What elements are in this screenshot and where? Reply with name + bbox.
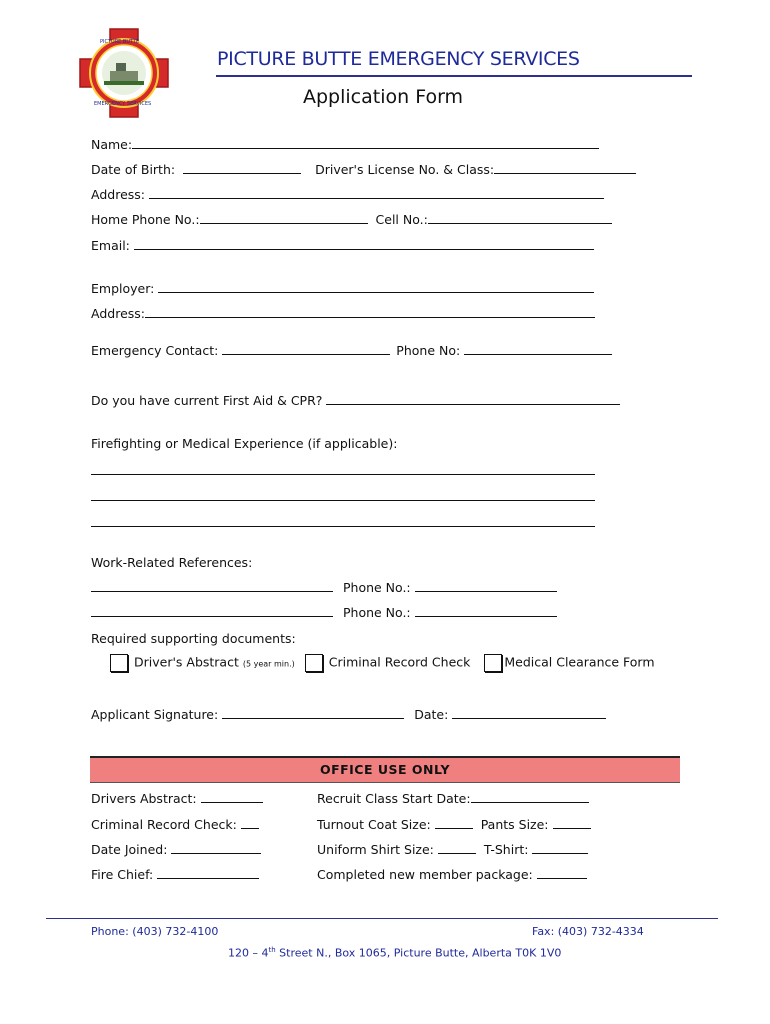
references-label: Work-Related References: — [91, 555, 253, 570]
address-label: Address: — [91, 187, 145, 202]
criminal-record-checkbox[interactable] — [305, 654, 323, 672]
experience-line-1[interactable] — [91, 474, 595, 475]
office-pants-size-label: Pants Size: — [480, 817, 549, 832]
date-input[interactable] — [452, 708, 606, 719]
cell-input[interactable] — [428, 213, 612, 224]
logo-text-top: PICTURE BUTTE — [100, 39, 140, 45]
office-member-package-input[interactable] — [537, 868, 587, 879]
emergency-phone-input[interactable] — [464, 344, 612, 355]
office-date-joined-input[interactable] — [171, 843, 261, 854]
reference-1-phone-label: Phone No.: — [342, 580, 411, 595]
office-uniform-row — [317, 842, 588, 857]
office-tshirt-input[interactable] — [532, 843, 588, 854]
office-use-bar — [90, 756, 680, 783]
office-member-package-label: Completed new member package: — [317, 867, 533, 882]
date-label: Date: — [414, 707, 449, 722]
logo — [78, 27, 170, 119]
office-drivers-abstract-label: Drivers Abstract: — [91, 791, 197, 806]
reference-row-1 — [91, 580, 557, 595]
home-phone-label: Home Phone No.: — [91, 212, 200, 227]
emergency-phone-label: Phone No: — [396, 343, 461, 358]
name-input[interactable] — [132, 138, 599, 149]
emergency-row — [91, 343, 612, 358]
office-uniform-shirt-input[interactable] — [438, 843, 476, 854]
form-title: Application Form — [303, 86, 464, 108]
email-row — [91, 238, 594, 253]
drivers-abstract-checkbox[interactable] — [110, 654, 128, 672]
email-label: Email: — [91, 238, 130, 253]
reference-row-2 — [91, 605, 557, 620]
email-input[interactable] — [134, 239, 594, 250]
drivers-abstract-label: Driver's Abstract — [134, 654, 239, 670]
office-recruit-class-input[interactable] — [471, 792, 589, 803]
footer-address-sup: th — [268, 946, 276, 954]
reference-2-phone-input[interactable] — [415, 606, 557, 617]
office-criminal-record-row — [91, 817, 259, 832]
org-title: PICTURE BUTTE EMERGENCY SERVICES — [217, 48, 580, 70]
employer-address-label: Address: — [91, 306, 145, 321]
office-date-joined-row — [91, 842, 261, 857]
criminal-record-label: Criminal Record Check — [328, 654, 471, 670]
office-criminal-record-input[interactable] — [241, 818, 259, 829]
office-member-package-row — [317, 867, 587, 882]
reference-1-phone-input[interactable] — [415, 581, 557, 592]
first-aid-row — [91, 393, 620, 408]
reference-1-input[interactable] — [91, 581, 333, 592]
reference-2-phone-label: Phone No.: — [342, 605, 411, 620]
license-label: Driver's License No. & Class: — [315, 162, 495, 177]
employer-address-row — [91, 306, 595, 321]
signature-label: Applicant Signature: — [91, 707, 219, 722]
employer-input[interactable] — [158, 282, 594, 293]
experience-label: Firefighting or Medical Experience (if applicable): — [91, 436, 398, 451]
experience-line-2[interactable] — [91, 500, 595, 501]
office-drivers-abstract-row — [91, 791, 263, 806]
office-fire-chief-label: Fire Chief: — [91, 867, 154, 882]
footer-address — [228, 946, 561, 960]
header-rule — [216, 75, 692, 77]
office-fire-chief-input[interactable] — [157, 868, 259, 879]
phone-row — [91, 212, 612, 227]
office-turnout-row — [317, 817, 591, 832]
dob-label: Date of Birth: — [91, 162, 176, 177]
address-row — [91, 187, 604, 202]
first-aid-label: Do you have current First Aid & CPR? — [91, 393, 323, 408]
employer-row — [91, 281, 594, 296]
office-recruit-class-label: Recruit Class Start Date: — [317, 791, 471, 806]
first-aid-input[interactable] — [326, 394, 620, 405]
employer-address-input[interactable] — [145, 307, 595, 318]
signature-row — [91, 707, 606, 722]
office-uniform-shirt-label: Uniform Shirt Size: — [317, 842, 434, 857]
office-tshirt-label: T-Shirt: — [483, 842, 529, 857]
home-phone-input[interactable] — [200, 213, 368, 224]
footer-fax: Fax: (403) 732-4334 — [532, 925, 644, 938]
office-date-joined-label: Date Joined: — [91, 842, 168, 857]
footer-phone: Phone: (403) 732-4100 — [91, 925, 219, 938]
employer-label: Employer: — [91, 281, 155, 296]
office-pants-size-input[interactable] — [553, 818, 591, 829]
emergency-contact-input[interactable] — [222, 344, 390, 355]
dob-input[interactable] — [183, 163, 301, 174]
name-row — [91, 137, 599, 152]
office-use-heading: OFFICE USE ONLY — [319, 762, 451, 777]
medical-clearance-checkbox[interactable] — [484, 654, 502, 672]
office-turnout-coat-input[interactable] — [435, 818, 473, 829]
emergency-contact-label: Emergency Contact: — [91, 343, 219, 358]
docs-row — [110, 654, 655, 672]
footer-address-post: Street N., Box 1065, Picture Butte, Alberta T0K 1V0 — [275, 946, 562, 960]
footer-rule — [46, 918, 718, 919]
drivers-abstract-note: (5 year min.) — [242, 659, 295, 669]
logo-text-bottom: EMERGENCY SERVICES — [94, 101, 152, 107]
signature-input[interactable] — [222, 708, 404, 719]
required-docs-label: Required supporting documents: — [91, 631, 296, 646]
office-criminal-record-label: Criminal Record Check: — [91, 817, 237, 832]
office-recruit-class-row — [317, 791, 589, 806]
dob-row — [91, 162, 636, 177]
footer-address-pre: 120 – 4 — [228, 946, 269, 960]
name-label: Name: — [91, 137, 133, 152]
office-turnout-coat-label: Turnout Coat Size: — [317, 817, 431, 832]
medical-clearance-label: Medical Clearance Form — [504, 654, 655, 670]
experience-line-3[interactable] — [91, 526, 595, 527]
license-input[interactable] — [494, 163, 636, 174]
reference-2-input[interactable] — [91, 606, 333, 617]
address-input[interactable] — [149, 188, 604, 199]
cell-label: Cell No.: — [375, 212, 428, 227]
office-drivers-abstract-input[interactable] — [201, 792, 263, 803]
office-fire-chief-row — [91, 867, 259, 882]
